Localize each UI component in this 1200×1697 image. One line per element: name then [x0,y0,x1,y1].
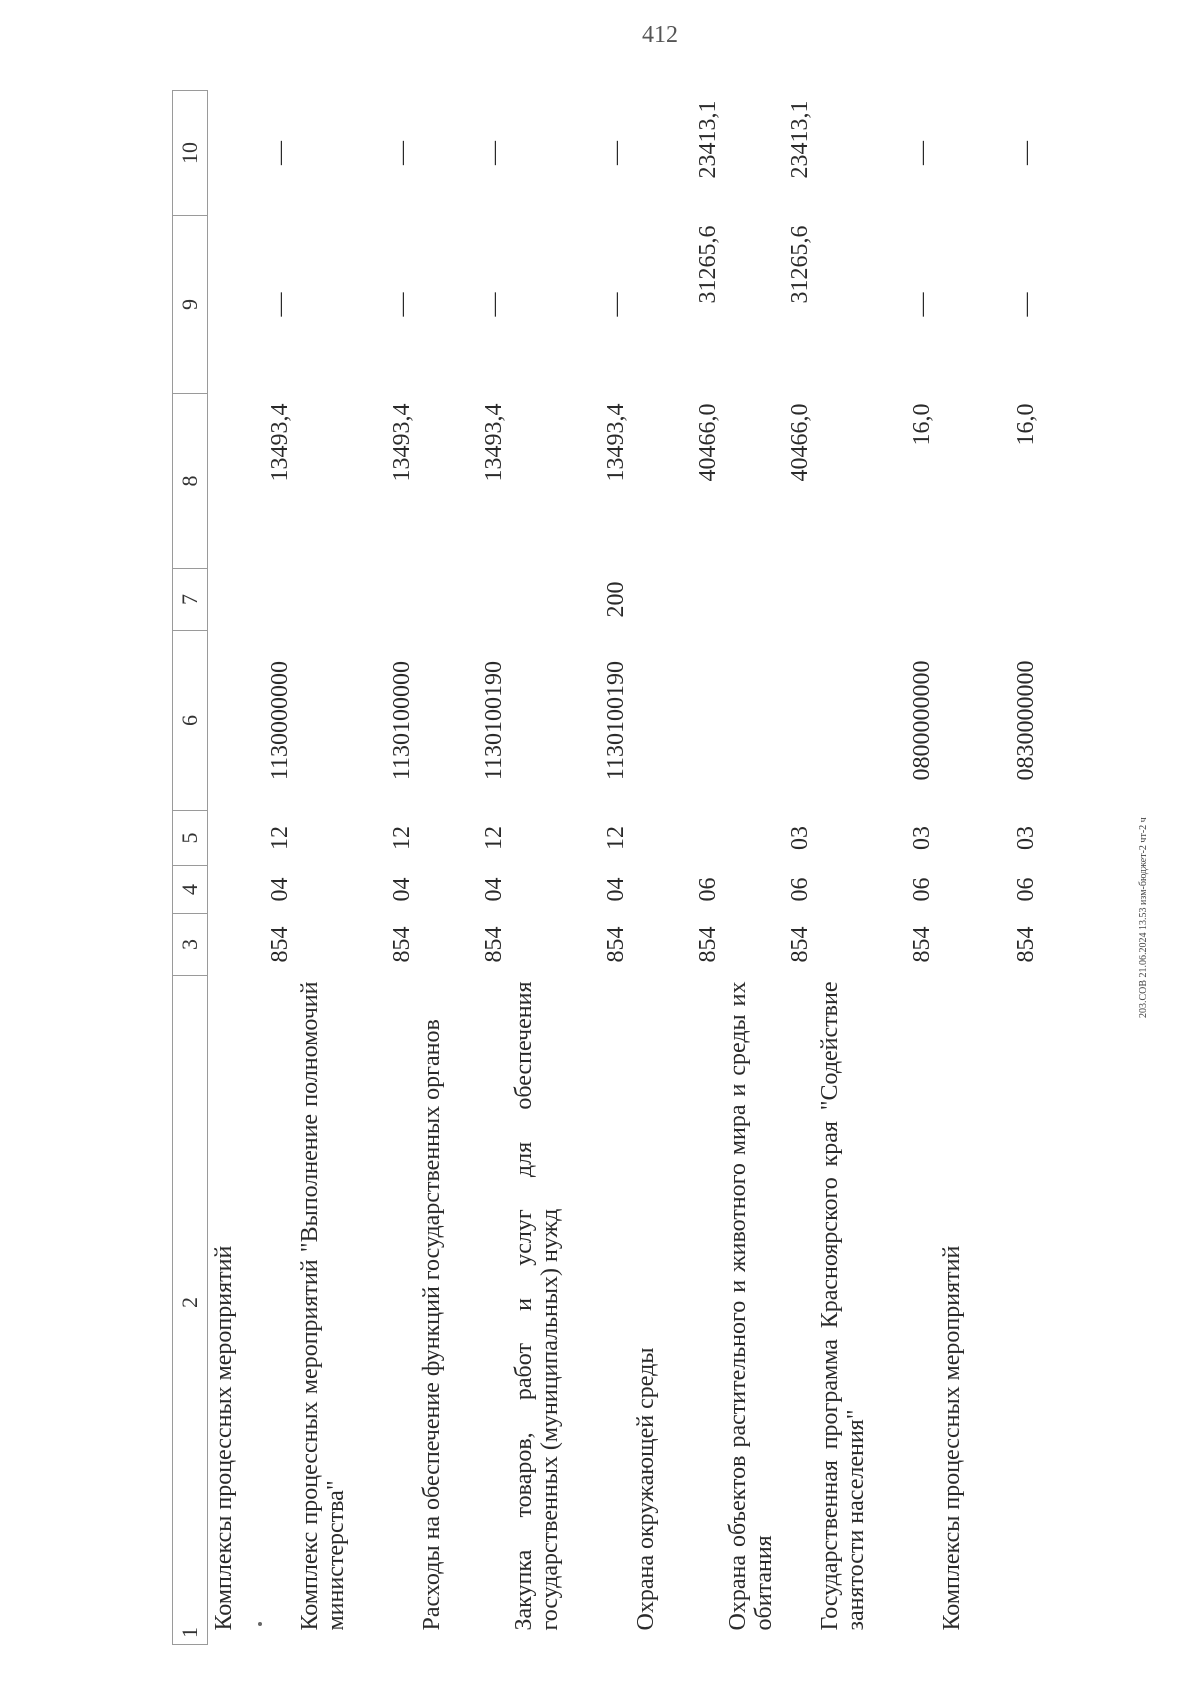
cell-col-9: — [481,292,508,317]
row-name: Расходы на обеспечение функций государственных органов [419,1019,445,1631]
cell-col-10: 23413,1 [695,100,722,179]
header-col-10: 10 [173,91,208,216]
table-row [208,91,295,1645]
header-col-6: 6 [173,631,208,811]
cell-col-4: 06 [909,877,936,902]
cell-col-7 [294,569,416,631]
cell-col-3: 854 [603,926,630,963]
cell-col-6 [630,631,722,811]
cell-col-8: 16,0 [909,403,936,446]
cell-col-7 [936,569,1040,631]
row-name: Охрана объектов растительного и животного мира и среды их обитания [725,981,777,1631]
header-col-1: 1 [177,1627,203,1638]
cell-col-10: — [909,141,936,165]
cell-col-5: 12 [389,826,416,850]
cell-col-5: 12 [481,826,508,850]
cell-col-5 [630,811,722,866]
cell-col-4: 04 [603,877,630,902]
cell-col-9: — [267,292,294,317]
cell-col-8: 13493,4 [389,403,416,482]
cell-col-3: 854 [695,926,722,963]
cell-col-4: 04 [481,877,508,902]
row-name: Комплексы процессных мероприятий [211,1245,237,1631]
cell-col-6: 1130100190 [481,660,508,781]
cell-col-3: 854 [1013,926,1040,963]
cell-col-8: 16,0 [1013,403,1040,446]
cell-col-9: — [603,292,630,317]
cell-col-5: 12 [603,826,630,850]
cell-col-3: 854 [267,926,294,963]
cell-col-3: 854 [909,926,936,963]
cell-col-9: — [1013,292,1040,317]
table-row [508,91,630,1645]
table-row [814,91,936,1645]
cell-col-8: 13493,4 [603,403,630,482]
scan-speck [258,1622,262,1626]
cell-col-6: 1130000000 [267,660,294,781]
cell-col-10: — [267,141,294,165]
row-name: Комплексы процессных мероприятий [939,1245,965,1631]
cell-col-9: 31265,6 [695,225,722,304]
cell-col-7 [208,569,295,631]
table-row [630,91,722,1645]
row-name: Охрана окружающей среды [633,1347,659,1631]
header-col-4: 4 [173,866,208,914]
cell-col-10: — [1013,141,1040,165]
cell-col-9: — [389,292,416,317]
cell-col-7 [416,569,508,631]
header-row [173,91,208,1645]
cell-col-3: 854 [787,926,814,963]
row-name: Комплекс процессных мероприятий "Выполнение полномочий министерства" [297,981,349,1631]
cell-col-8: 13493,4 [481,403,508,482]
cell-col-10: 23413,1 [787,100,814,179]
cell-col-9: — [909,292,936,317]
cell-col-5: 03 [787,826,814,850]
cell-col-10: — [481,141,508,165]
table-row [722,91,814,1645]
row-name: Государственная программа Красноярского края "Содействие занятости населения" [817,981,869,1631]
header-col-1-2 [173,976,208,1645]
cell-col-6: 0830000000 [1013,660,1040,781]
cell-col-7 [722,569,814,631]
footer-document-code: 203.СОВ 21.06.2024 13.53 изм-бюджет-2 чт-2 ч [1138,817,1149,1018]
cell-col-4: 04 [389,877,416,902]
header-col-2: 2 [177,1297,203,1308]
row-name: Закупка товаров, работ и услуг для обеспечения государственных (муниципальных) нужд [511,981,563,1631]
cell-col-6: 1130100190 [603,660,630,781]
header-col-9: 9 [173,216,208,394]
cell-col-7 [814,569,936,631]
cell-col-9: 31265,6 [787,225,814,304]
header-col-7: 7 [173,569,208,631]
cell-col-10: — [389,141,416,165]
cell-col-5: 03 [909,826,936,850]
cell-col-6: 1130100000 [389,660,416,781]
rotated-table-wrapper [172,90,1062,1645]
page-number: 412 [642,22,678,48]
cell-col-8: 40466,0 [787,403,814,482]
table-row [294,91,416,1645]
cell-col-5: 12 [267,826,294,850]
table-row [416,91,508,1645]
cell-col-3: 854 [389,926,416,963]
header-col-5: 5 [173,811,208,866]
cell-col-7: 200 [603,581,630,618]
cell-col-5: 03 [1013,826,1040,850]
cell-col-4: 04 [267,877,294,902]
budget-table [172,90,1040,1645]
cell-col-4: 06 [787,877,814,902]
cell-col-4: 06 [695,877,722,902]
cell-col-6: 0800000000 [909,660,936,781]
cell-col-8: 13493,4 [267,403,294,482]
cell-col-3: 854 [481,926,508,963]
cell-col-6 [722,631,814,811]
header-col-8: 8 [173,394,208,569]
cell-col-4: 06 [1013,877,1040,902]
header-col-3: 3 [173,914,208,976]
cell-col-7 [630,569,722,631]
cell-col-8: 40466,0 [695,403,722,482]
table-row [936,91,1040,1645]
cell-col-10: — [603,141,630,165]
